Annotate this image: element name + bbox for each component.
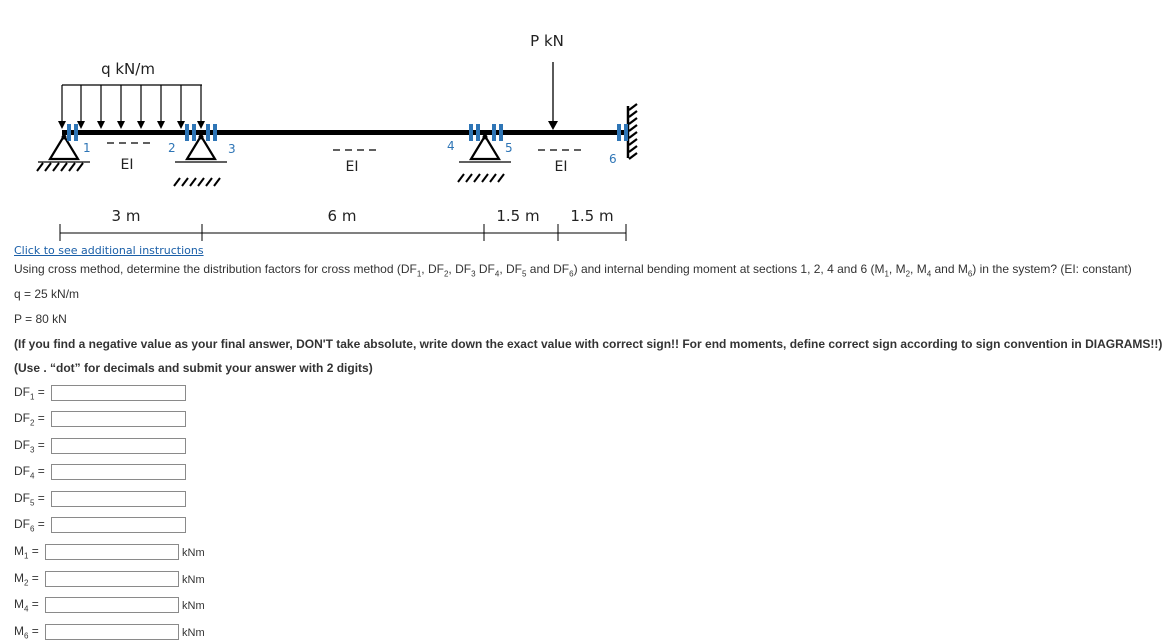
df-4-input[interactable] (51, 464, 186, 480)
pin-support-c (458, 135, 511, 183)
fixed-support (628, 104, 637, 159)
additional-instructions-link[interactable]: Click to see additional instructions (14, 244, 204, 257)
stiffness-label-2: EI (345, 159, 359, 175)
moment-label: $M_6$ = (14, 624, 39, 641)
span-label-2: 6 m (327, 207, 357, 225)
load-arrow-head (97, 121, 105, 129)
distributed-load-arrows (58, 85, 205, 129)
section-number-4: 4 (447, 139, 455, 153)
unit-label: kNm (182, 600, 205, 612)
pin-support-b (174, 135, 227, 187)
unit-label: kNm (182, 627, 205, 639)
section-number-1: 1 (83, 141, 91, 155)
m-6-input[interactable] (45, 624, 179, 640)
load-arrow-head (157, 121, 165, 129)
moment-label: $M_1$ = (14, 544, 39, 561)
given-p: P = 80 kN (14, 312, 67, 326)
span-label-3: 1.5 m (496, 207, 540, 225)
point-load-arrow-head (548, 121, 558, 130)
df-2-input[interactable] (51, 411, 186, 427)
span-label-4: 1.5 m (570, 207, 614, 225)
m-4-input[interactable] (45, 597, 179, 613)
load-arrow-head (177, 121, 185, 129)
m-1-input[interactable] (45, 544, 179, 560)
df-label: $DF_3$ = (14, 438, 45, 455)
df-label: $DF_1$ = (14, 385, 45, 402)
m-2-input[interactable] (45, 571, 179, 587)
span-label-1: 3 m (111, 207, 141, 225)
given-q: q = 25 kN/m (14, 287, 80, 301)
df-1-input[interactable] (51, 385, 186, 401)
df-label: $DF_5$ = (14, 491, 45, 508)
beam (62, 130, 627, 135)
point-load-label: P kN (530, 32, 564, 50)
load-arrow-head (197, 121, 205, 129)
beam-diagram (0, 0, 1176, 244)
moment-label: $M_4$ = (14, 597, 39, 614)
unit-label: kNm (182, 547, 205, 559)
df-label: $DF_2$ = (14, 411, 45, 428)
load-arrow-head (137, 121, 145, 129)
load-arrow-head (58, 121, 66, 129)
load-arrow-head (77, 121, 85, 129)
load-arrow-head (117, 121, 125, 129)
distributed-load-label: q kN/m (101, 60, 155, 78)
df-6-input[interactable] (51, 517, 186, 533)
stiffness-label-1: EI (120, 157, 134, 173)
section-number-6: 6 (609, 152, 617, 166)
question-text: Using cross method, determine the distribution factors for cross method ($DF_1$, $DF_2$, $DF_3$ $DF_4$, $DF_5$ and $DF_6$) and internal bending moment at sections 1, 2, 4 and 6 ($M_1$, $M_2$, $M_4$ and $M_6$) in the system? (EI: constant) (14, 262, 1132, 279)
df-5-input[interactable] (51, 491, 186, 507)
moment-label: $M_2$ = (14, 571, 39, 588)
section-number-3: 3 (228, 142, 236, 156)
section-number-2: 2 (168, 141, 176, 155)
df-label: $DF_6$ = (14, 517, 45, 534)
df-3-input[interactable] (51, 438, 186, 454)
df-label: $DF_4$ = (14, 464, 45, 481)
section-number-5: 5 (505, 141, 513, 155)
unit-label: kNm (182, 574, 205, 586)
sign-note: (If you find a negative value as your final answer, DON'T take absolute, write down the exact value with correct sign!! For end moments, define correct sign according to sign convention in DIAGRAMS!!) (14, 337, 1163, 351)
decimals-note: (Use . “dot” for decimals and submit your answer with 2 digits) (14, 361, 373, 375)
stiffness-label-3: EI (554, 159, 568, 175)
